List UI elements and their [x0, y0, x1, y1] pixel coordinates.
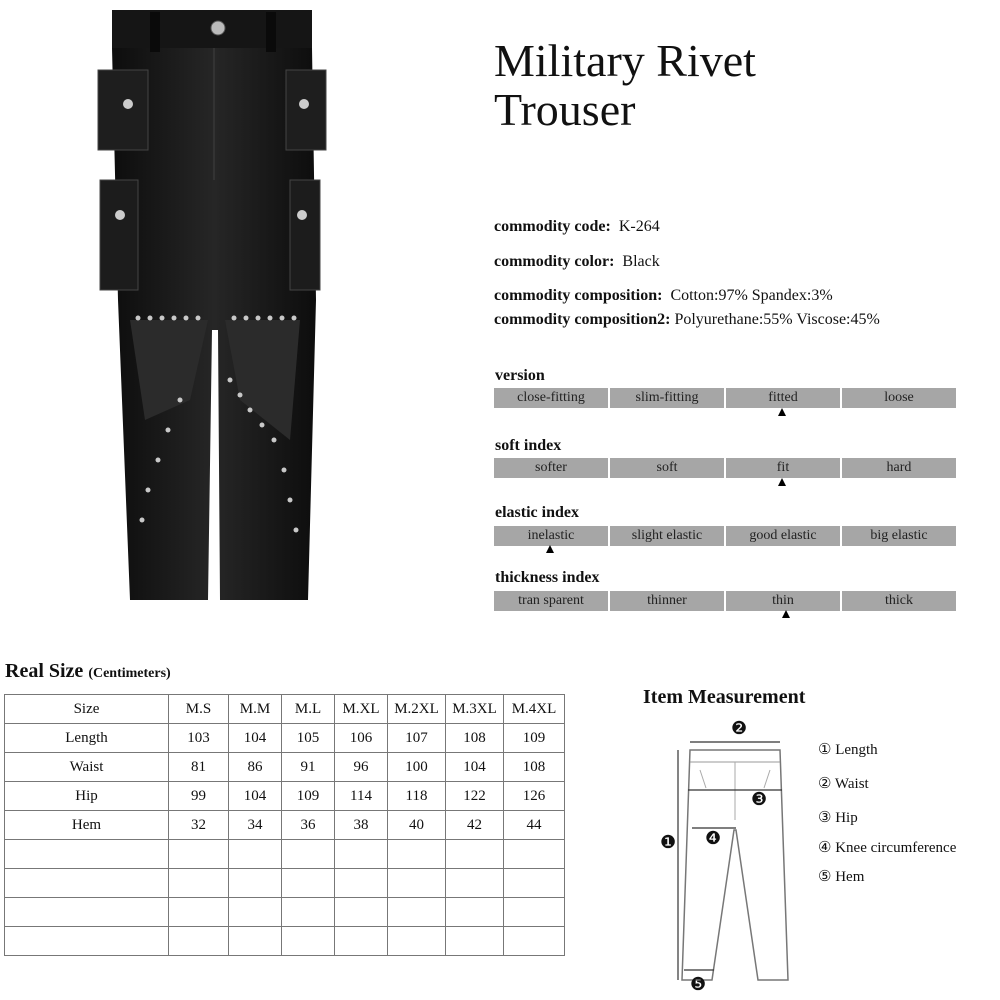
table-empty-row [5, 927, 565, 956]
soft-index-label: soft index [495, 437, 562, 454]
table-cell: M.2XL [388, 695, 446, 724]
elastic-index-option: good elastic [726, 526, 840, 546]
table-cell [504, 898, 565, 927]
table-cell [335, 869, 388, 898]
table-cell [504, 869, 565, 898]
table-cell [388, 869, 446, 898]
table-cell [5, 869, 169, 898]
table-cell [169, 898, 229, 927]
table-cell [229, 927, 282, 956]
version-bar [494, 388, 956, 408]
table-cell: Waist [5, 753, 169, 782]
soft-index-option: fit [726, 458, 840, 478]
size-chart-title-text: Real Size [5, 660, 84, 682]
table-cell: 34 [229, 811, 282, 840]
table-cell [446, 898, 504, 927]
spec-color [494, 253, 660, 271]
table-cell: 32 [169, 811, 229, 840]
table-row [5, 724, 565, 753]
spec-value: Polyurethane:55% Viscose:45% [674, 311, 880, 328]
thickness-index-label: thickness index [495, 569, 600, 586]
table-empty-row [5, 840, 565, 869]
thickness-index-option: thinner [610, 591, 724, 611]
legend-hip: ③ Hip [818, 810, 858, 826]
elastic-index-bar [494, 526, 956, 546]
table-cell [335, 927, 388, 956]
thickness-index-selected-marker [782, 610, 790, 618]
table-cell [388, 927, 446, 956]
table-cell [282, 898, 335, 927]
spec-label: commodity color: [494, 253, 615, 270]
table-cell [5, 927, 169, 956]
table-cell: 122 [446, 782, 504, 811]
thickness-index-option: thick [842, 591, 956, 611]
table-cell [446, 927, 504, 956]
table-cell: 118 [388, 782, 446, 811]
elastic-index-selected-marker [546, 545, 554, 553]
table-cell [282, 869, 335, 898]
elastic-index-label: elastic index [495, 504, 579, 521]
table-cell: 109 [504, 724, 565, 753]
soft-index-option: hard [842, 458, 956, 478]
soft-index-option: soft [610, 458, 724, 478]
table-cell: M.M [229, 695, 282, 724]
size-chart-title [5, 660, 171, 683]
spec-value: K-264 [618, 218, 660, 235]
marker-hem-icon: ❺ [690, 974, 707, 994]
size-chart-unit: (Centimeters) [88, 666, 171, 681]
table-cell [282, 840, 335, 869]
table-row [5, 782, 565, 811]
table-cell: Size [5, 695, 169, 724]
table-cell [504, 927, 565, 956]
table-cell: Hem [5, 811, 169, 840]
table-cell [169, 840, 229, 869]
table-cell: 100 [388, 753, 446, 782]
table-cell: 114 [335, 782, 388, 811]
table-cell [282, 927, 335, 956]
table-cell: 36 [282, 811, 335, 840]
table-cell: 96 [335, 753, 388, 782]
table-header-row [5, 695, 565, 724]
spec-label: commodity composition: [494, 287, 663, 304]
table-cell: M.S [169, 695, 229, 724]
table-cell: Hip [5, 782, 169, 811]
marker-waist-icon: ❷ [731, 718, 748, 738]
table-cell: 108 [446, 724, 504, 753]
product-title [494, 36, 756, 134]
table-cell [229, 869, 282, 898]
table-cell: 91 [282, 753, 335, 782]
table-cell: 86 [229, 753, 282, 782]
marker-length-icon: ❶ [660, 832, 677, 852]
table-cell [504, 840, 565, 869]
size-chart-table [4, 694, 565, 956]
thickness-index-option: tran sparent [494, 591, 608, 611]
table-cell [5, 840, 169, 869]
thickness-index-option: thin [726, 591, 840, 611]
table-cell: 105 [282, 724, 335, 753]
spec-composition [494, 287, 833, 305]
table-cell: 104 [446, 753, 504, 782]
product-title-line1: Military Rivet [494, 35, 756, 86]
spec-label: commodity code: [494, 218, 611, 235]
table-cell: M.XL [335, 695, 388, 724]
table-cell [446, 840, 504, 869]
table-cell: 108 [504, 753, 565, 782]
spec-code [494, 218, 660, 236]
table-cell: 40 [388, 811, 446, 840]
table-cell [388, 840, 446, 869]
table-empty-row [5, 898, 565, 927]
table-row [5, 811, 565, 840]
table-cell [169, 927, 229, 956]
table-cell: 99 [169, 782, 229, 811]
elastic-index-option: slight elastic [610, 526, 724, 546]
table-cell: 42 [446, 811, 504, 840]
table-cell: 126 [504, 782, 565, 811]
table-row [5, 753, 565, 782]
version-option: fitted [726, 388, 840, 408]
table-cell [169, 869, 229, 898]
table-cell: M.L [282, 695, 335, 724]
spec-value: Black [622, 253, 660, 270]
version-option: slim-fitting [610, 388, 724, 408]
legend-hem: ⑤ Hem [818, 869, 865, 885]
version-option: close-fitting [494, 388, 608, 408]
table-cell: M.4XL [504, 695, 565, 724]
legend-knee: ④ Knee circumference [818, 840, 957, 856]
table-cell [388, 898, 446, 927]
product-photo [90, 0, 340, 605]
legend-length: ① Length [818, 742, 878, 758]
legend-waist: ② Waist [818, 776, 869, 792]
table-cell [335, 898, 388, 927]
table-cell: 104 [229, 724, 282, 753]
product-title-line2: Trouser [494, 84, 636, 135]
spec-composition2 [494, 311, 880, 329]
table-cell [229, 898, 282, 927]
spec-value: Cotton:97% Spandex:3% [670, 287, 833, 304]
table-cell [229, 840, 282, 869]
table-cell: 106 [335, 724, 388, 753]
table-cell: 38 [335, 811, 388, 840]
table-cell: M.3XL [446, 695, 504, 724]
table-cell [446, 869, 504, 898]
table-cell: 109 [282, 782, 335, 811]
table-cell: 104 [229, 782, 282, 811]
table-cell: 107 [388, 724, 446, 753]
version-label: version [495, 367, 545, 384]
table-cell: 81 [169, 753, 229, 782]
version-selected-marker [778, 408, 786, 416]
elastic-index-option: big elastic [842, 526, 956, 546]
table-cell: Length [5, 724, 169, 753]
elastic-index-option: inelastic [494, 526, 608, 546]
soft-index-selected-marker [778, 478, 786, 486]
version-option: loose [842, 388, 956, 408]
measurement-diagram [660, 720, 810, 995]
table-cell [5, 898, 169, 927]
marker-knee-icon: ❹ [705, 828, 722, 848]
table-empty-row [5, 869, 565, 898]
soft-index-bar [494, 458, 956, 478]
spec-label: commodity composition2: [494, 311, 671, 328]
thickness-index-bar [494, 591, 956, 611]
marker-hip-icon: ❸ [751, 789, 768, 809]
soft-index-option: softer [494, 458, 608, 478]
table-cell: 44 [504, 811, 565, 840]
measurement-title: Item Measurement [643, 686, 806, 708]
table-cell: 103 [169, 724, 229, 753]
table-cell [335, 840, 388, 869]
